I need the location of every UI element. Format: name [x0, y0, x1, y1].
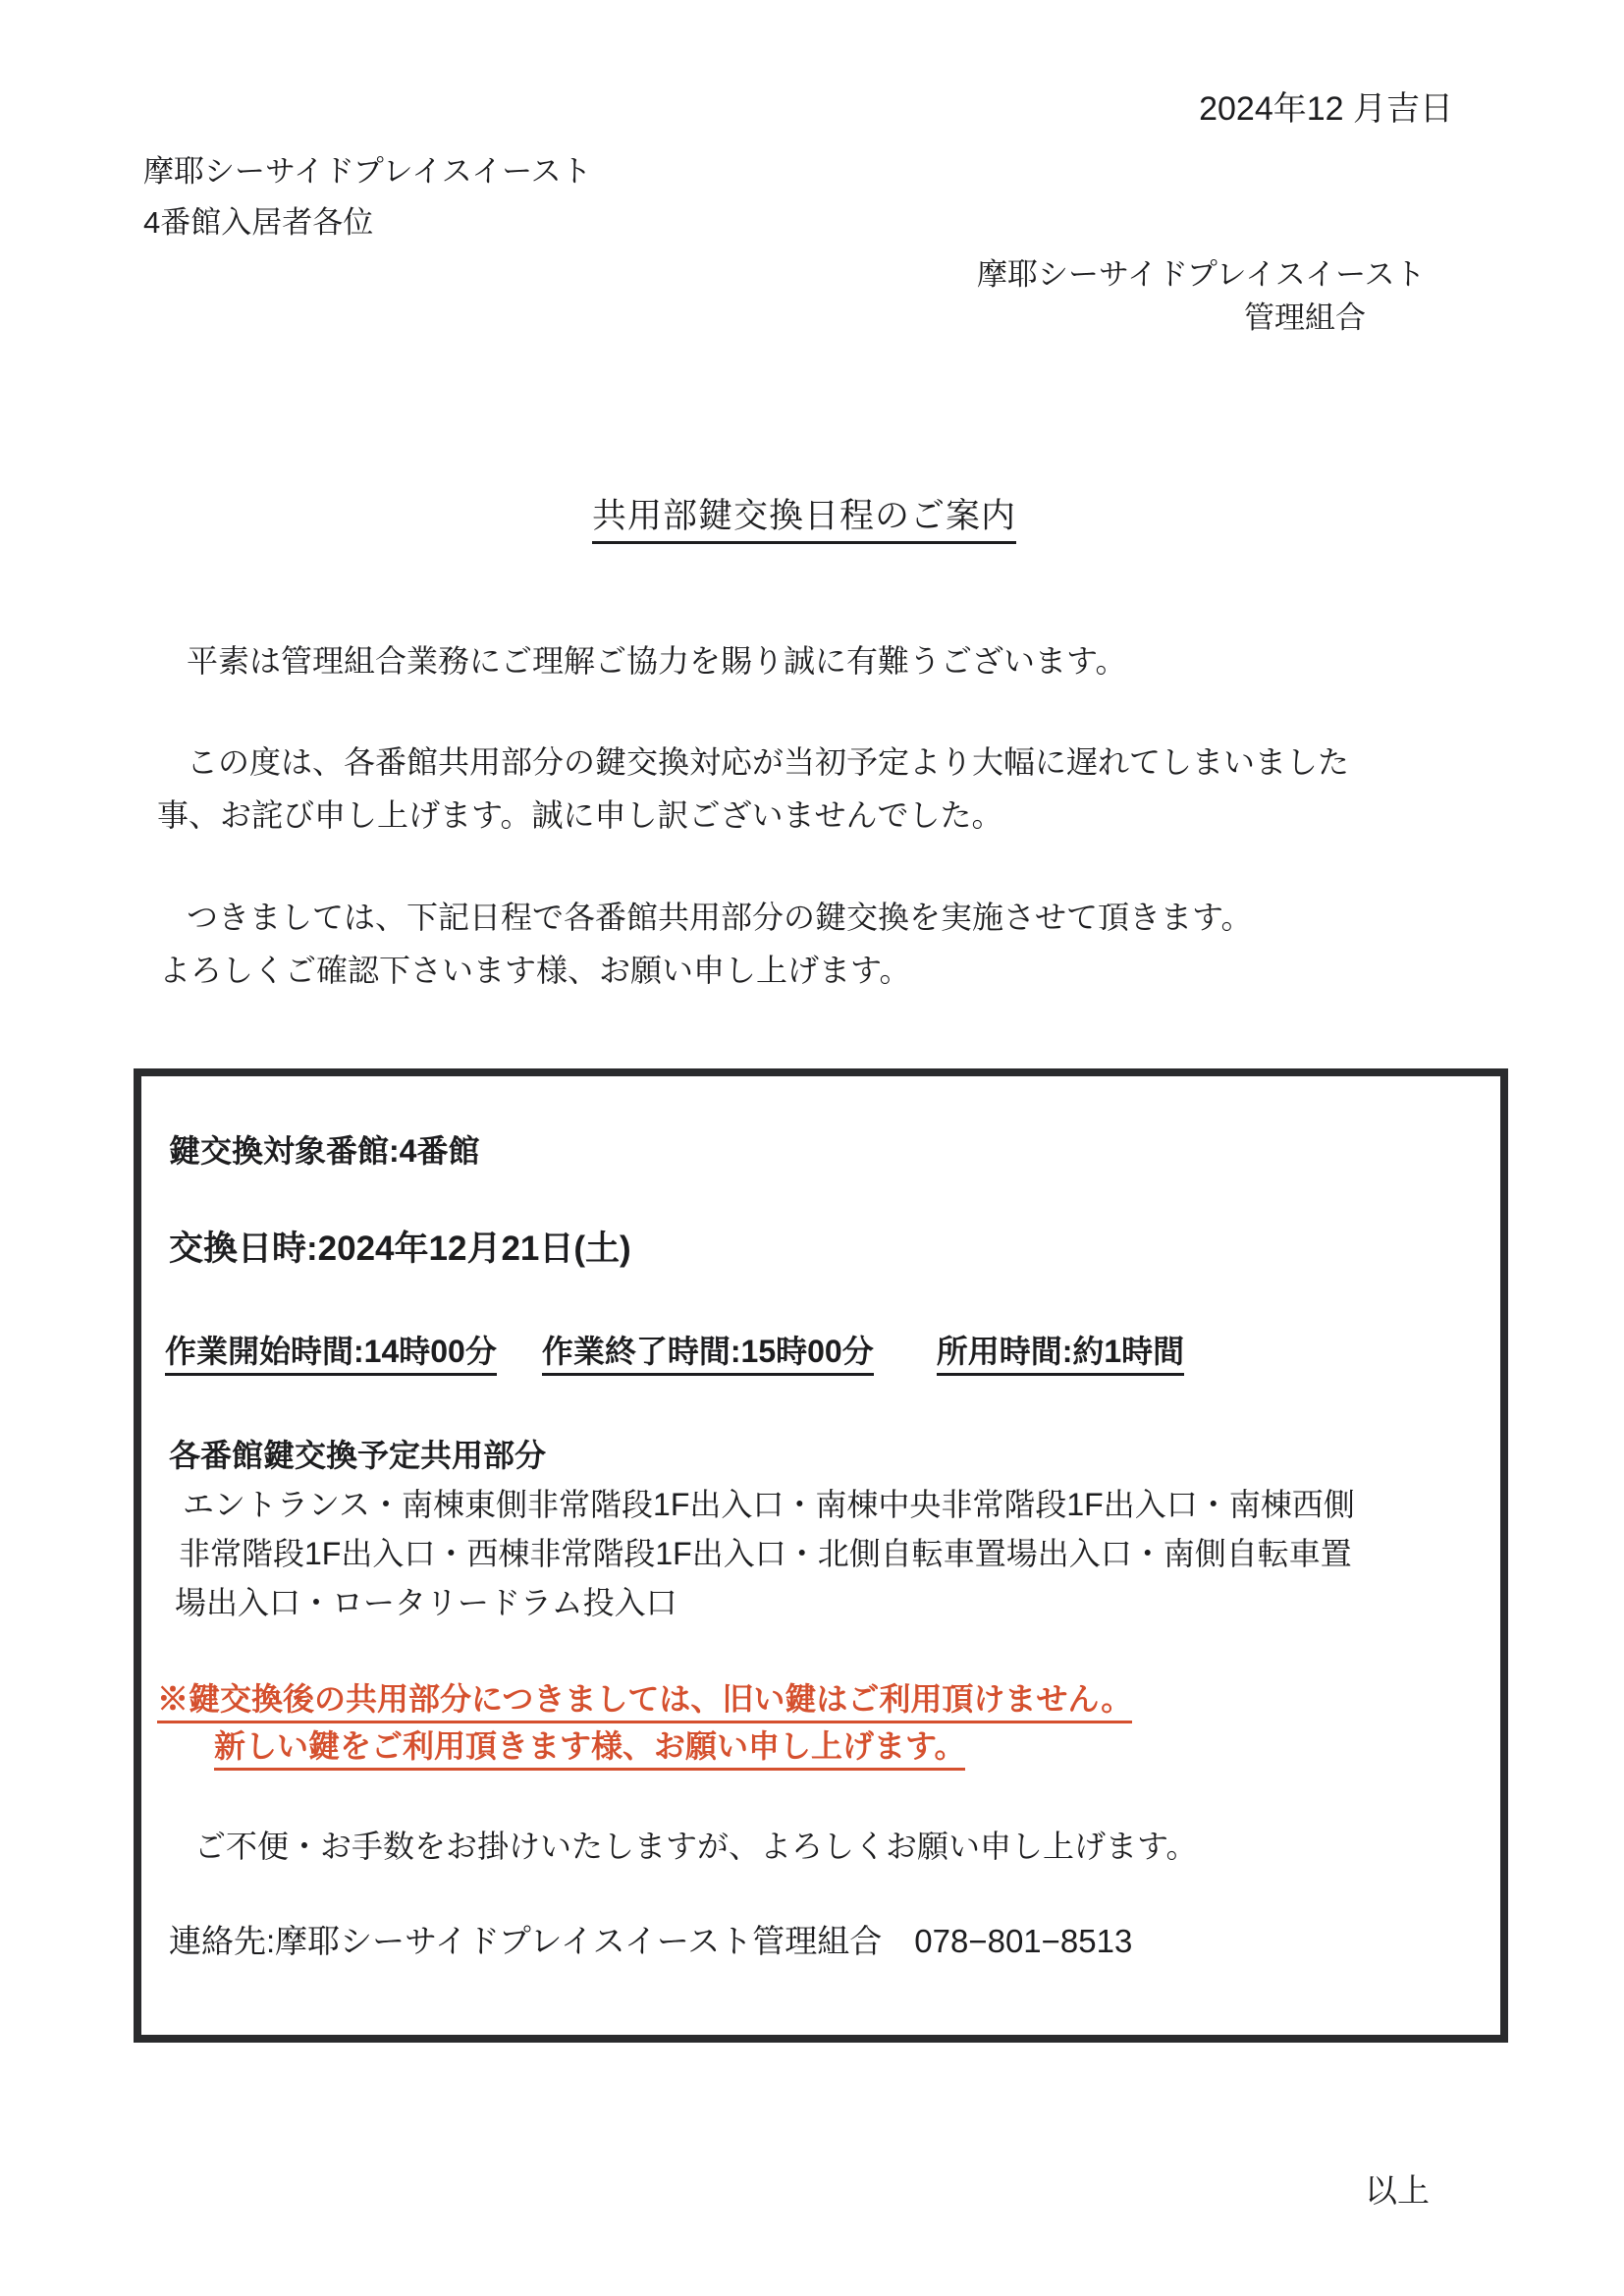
closing-ijou: 以上	[1365, 2172, 1430, 2209]
old-key-warning-line2: 新しい鍵をご利用頂きます様、お願い申し上げます。	[214, 1728, 965, 1771]
work-start-time: 作業開始時間:14時00分	[165, 1334, 497, 1376]
exchange-datetime: 交換日時:2024年12月21日(土)	[169, 1230, 631, 1268]
target-building: 鍵交換対象番館:4番館	[169, 1133, 480, 1169]
schedule-paragraph-line1: つきましては、下記日程で各番館共用部分の鍵交換を実施させて頂きます。	[187, 900, 1253, 935]
recipient-name: 摩耶シーサイドプレイスイースト	[143, 154, 592, 189]
areas-line1: エントランス・南棟東側非常階段1F出入口・南棟中央非常階段1F出入口・南棟西側	[183, 1487, 1355, 1522]
apology-paragraph-line2: 事、お詫び申し上げます。誠に申し訳ございませんでした。	[157, 797, 1003, 833]
areas-heading: 各番館鍵交換予定共用部分	[169, 1438, 547, 1473]
document-title: 共用部鍵交換日程のご案内	[592, 497, 1016, 544]
recipient-addressee: 4番館入居者各位	[143, 205, 374, 240]
work-time-row	[165, 1334, 1184, 1376]
sender-name: 摩耶シーサイドプレイスイースト	[977, 257, 1426, 292]
apology-paragraph-line1: この度は、各番館共用部分の鍵交換対応が当初予定より大幅に遅れてしまいました	[187, 744, 1350, 780]
greeting-paragraph: 平素は管理組合業務にご理解ご協力を賜り誠に有難うございます。	[187, 643, 1127, 679]
work-duration: 所用時間:約1時間	[937, 1334, 1184, 1376]
old-key-warning-line1: ※鍵交換後の共用部分につきましては、旧い鍵はご利用頂けません。	[157, 1681, 1132, 1723]
sender-organization: 管理組合	[1244, 301, 1366, 335]
contact-info: 連絡先:摩耶シーサイドプレイスイースト管理組合 078−801−8513	[169, 1923, 1133, 1959]
schedule-paragraph-line2: よろしくご確認下さいます様、お願い申し上げます。	[159, 953, 911, 988]
areas-line3: 場出入口・ロータリードラム投入口	[175, 1585, 677, 1620]
document-date: 2024年12 月吉日	[1199, 90, 1453, 128]
areas-line2: 非常階段1F出入口・西棟非常階段1F出入口・北側自転車置場出入口・南側自転車置	[179, 1536, 1352, 1571]
schedule-notice-box	[134, 1068, 1508, 2043]
inconvenience-note: ご不便・お手数をお掛けいたしますが、よろしくお願い申し上げます。	[194, 1829, 1198, 1864]
work-end-time: 作業終了時間:15時00分	[542, 1334, 874, 1376]
